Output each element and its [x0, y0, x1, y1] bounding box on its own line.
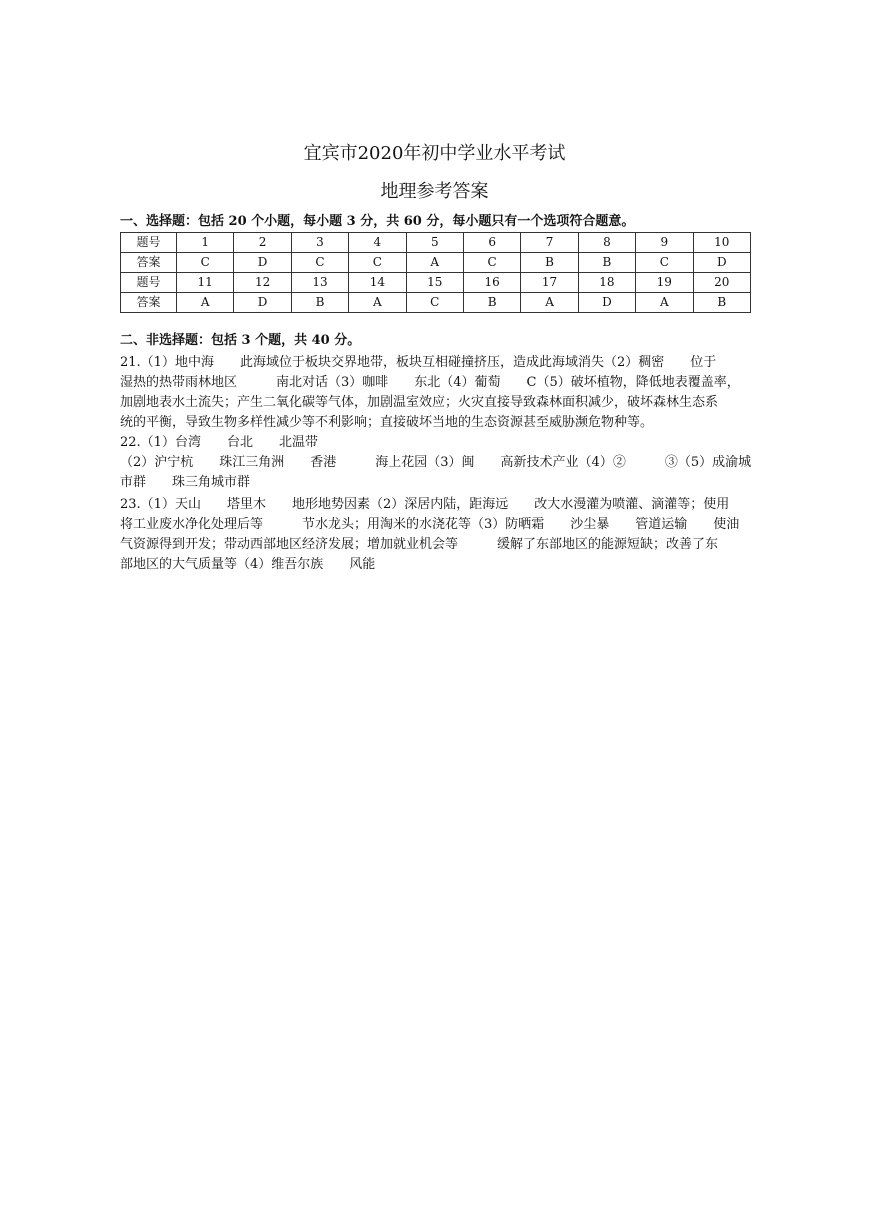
document-title: 宜宾市2020年初中学业水平考试	[303, 143, 566, 164]
answer-table-cell: C	[463, 253, 520, 273]
answer-table-cell: D	[234, 253, 291, 273]
answer-table-cell: 5	[406, 233, 463, 253]
answer-table-row	[121, 233, 751, 253]
answer-line: 统的平衡，导致生物多样性减少等不利影响；直接破坏当地的生态资源甚至威胁濒危物种等。	[120, 415, 654, 430]
answer-table-cell: 4	[349, 233, 406, 253]
answer-table-cell: C	[636, 253, 693, 273]
answer-table-cell: 10	[693, 233, 750, 253]
answer-table-cell: D	[234, 293, 291, 313]
multiple-choice-answer-table	[120, 232, 751, 313]
answer-table-cell: B	[693, 293, 750, 313]
answer-line: 湿热的热带雨林地区 南北对话（3）咖啡 东北（4）葡萄 C（5）破坏植物，降低地表覆盖率，	[120, 375, 740, 390]
answer-table-cell: D	[693, 253, 750, 273]
answer-table-cell: 16	[463, 273, 520, 293]
answer-table-cell: 7	[521, 233, 578, 253]
answer-table-cell: C	[349, 253, 406, 273]
answer-table-cell: 19	[636, 273, 693, 293]
answer-table-cell: 18	[578, 273, 635, 293]
row-label-cell: 答案	[121, 293, 177, 313]
answer-line: 将工业废水净化处理后等 节水龙头；用淘米的水浇花等（3）防晒霜 沙尘暴 管道运输 使油	[120, 517, 740, 532]
question-23-answer	[120, 495, 751, 575]
answer-table-cell: B	[521, 253, 578, 273]
row-label-cell: 题号	[121, 273, 177, 293]
answer-line: 部地区的大气质量等（4）维吾尔族 风能	[120, 557, 376, 572]
answer-table-cell: A	[349, 293, 406, 313]
answer-table-cell: 17	[521, 273, 578, 293]
answer-line: 22.（1）台湾 台北 北温带	[120, 435, 318, 450]
answer-table-cell: 12	[234, 273, 291, 293]
answer-table-cell: 3	[291, 233, 348, 253]
answer-table-cell: A	[521, 293, 578, 313]
answer-line: 市群 珠三角城市群	[120, 475, 251, 490]
answer-table-cell: B	[463, 293, 520, 313]
answer-table-cell: 15	[406, 273, 463, 293]
answer-table-cell: D	[578, 293, 635, 313]
answer-line: 气资源得到开发；带动西部地区经济发展；增加就业机会等 缓解了东部地区的能源短缺；改善了东	[120, 537, 719, 552]
section2-heading: 二、非选择题：包括 3 个题，共 40 分。	[120, 333, 361, 348]
answer-table-row	[121, 293, 751, 313]
answer-table-cell: C	[291, 253, 348, 273]
question-22-answer	[120, 433, 751, 493]
answer-table-row	[121, 253, 751, 273]
document-subtitle: 地理参考答案	[380, 181, 489, 202]
answer-table-cell: A	[636, 293, 693, 313]
answer-table-cell: 14	[349, 273, 406, 293]
answer-table-cell: 9	[636, 233, 693, 253]
answer-table-cell: C	[406, 293, 463, 313]
answer-line: （2）沪宁杭 珠江三角洲 香港 海上花园（3）闽 高新技术产业（4）② ③（5）成渝城	[120, 455, 751, 470]
answer-table-cell: 2	[234, 233, 291, 253]
answer-line: 加剧地表水土流失；产生二氧化碳等气体，加剧温室效应；火灾直接导致森林面积减少，破坏森林生态系	[120, 395, 719, 410]
answer-table-row	[121, 273, 751, 293]
answer-line: 21.（1）地中海 此海域位于板块交界地带，板块互相碰撞挤压，造成此海域消失（2）稠密 位于	[120, 355, 717, 370]
answer-line: 23.（1）天山 塔里木 地形地势因素（2）深居内陆，距海远 改大水漫灌为喷灌、滴灌等；使用	[120, 497, 730, 512]
question-21-answer	[120, 353, 751, 433]
answer-table-cell: 20	[693, 273, 750, 293]
answer-table-cell: A	[406, 253, 463, 273]
answer-table-cell: 8	[578, 233, 635, 253]
answer-table-cell: 6	[463, 233, 520, 253]
answer-table-cell: 13	[291, 273, 348, 293]
answer-table-cell: 11	[177, 273, 234, 293]
answer-table-cell: B	[291, 293, 348, 313]
row-label-cell: 题号	[121, 233, 177, 253]
row-label-cell: 答案	[121, 253, 177, 273]
section1-heading: 一、选择题：包括 20 个小题，每小题 3 分，共 60 分，每小题只有一个选项符合题意。	[120, 214, 635, 229]
answer-table-cell: C	[177, 253, 234, 273]
answer-table-cell: A	[177, 293, 234, 313]
answer-table-cell: 1	[177, 233, 234, 253]
answer-table-cell: B	[578, 253, 635, 273]
